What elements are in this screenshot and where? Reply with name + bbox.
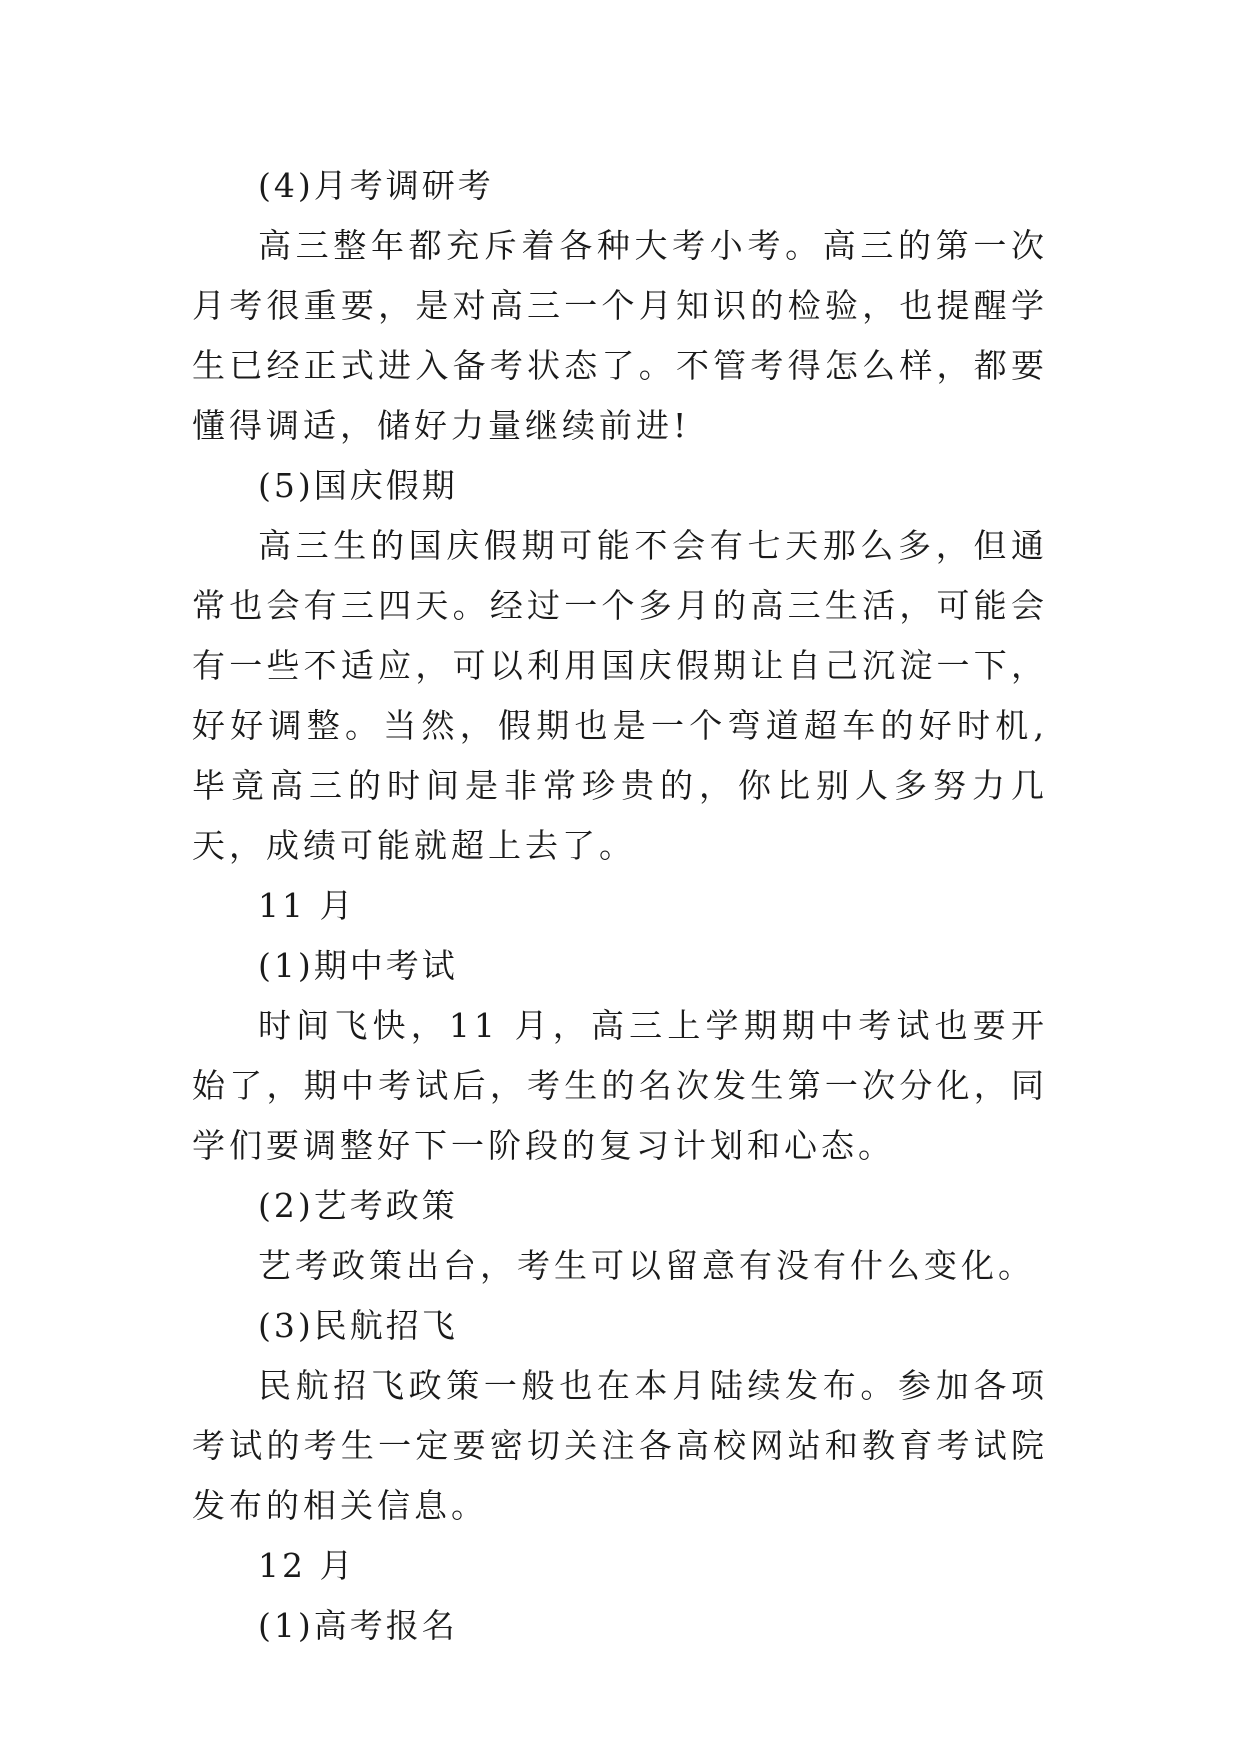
paragraph-monthly-exam: 高三整年都充斥着各种大考小考。高三的第一次月考很重要，是对高三一个月知识的检验，也提醒学生已经正式进入备考状态了。不管考得怎么样，都要懂得调适，储好力量继续前进! (192, 226, 1048, 445)
paragraph-midterm: 时间飞快，11 月，高三上学期期中考试也要开始了，期中考试后，考生的名次发生第一次分化，同学们要调整好下一阶段的复习计划和心态。 (192, 1006, 1048, 1165)
section-heading-monthly-exam: (4)月考调研考 (258, 166, 494, 205)
section-heading-registration: (1)高考报名 (258, 1606, 458, 1645)
paragraph-pilot: 民航招飞政策一般也在本月陆续发布。参加各项考试的考生一定要密切关注各高校网站和教育考试院发布的相关信息。 (192, 1366, 1048, 1525)
month-heading-december: 12 月 (258, 1546, 356, 1585)
section-heading-national-day: (5)国庆假期 (258, 466, 458, 505)
month-heading-november: 11 月 (258, 886, 356, 925)
section-heading-art-exam: (2)艺考政策 (258, 1186, 458, 1225)
section-heading-midterm: (1)期中考试 (258, 946, 458, 985)
paragraph-national-day: 高三生的国庆假期可能不会有七天那么多，但通常也会有三四天。经过一个多月的高三生活，可能会有一些不适应，可以利用国庆假期让自己沉淀一下，好好调整。当然，假期也是一个弯道超车的好时机,毕竟高三的时间是非常珍贵的，你比别人多努力几天，成绩可能就超上去了。 (192, 526, 1048, 865)
paragraph-art-exam: 艺考政策出台，考生可以留意有没有什么变化。 (258, 1246, 1035, 1285)
document-body (192, 156, 1048, 1656)
section-heading-pilot: (3)民航招飞 (258, 1306, 458, 1345)
